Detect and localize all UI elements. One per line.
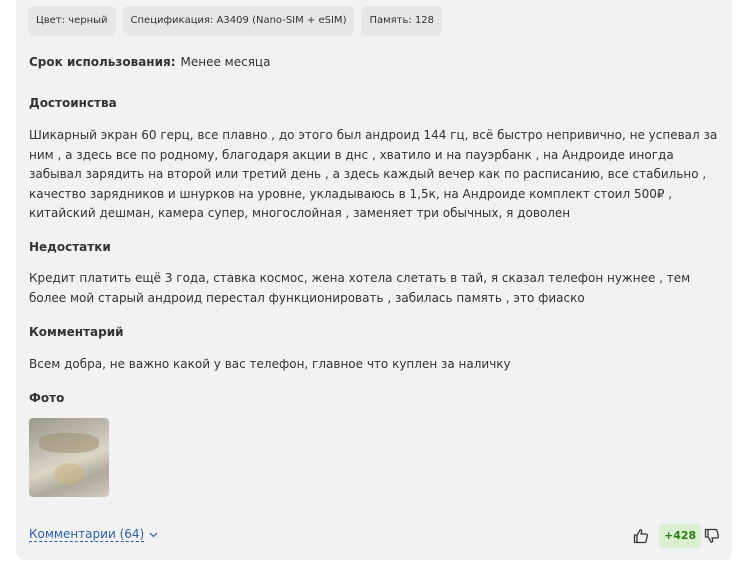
cons-title: Недостатки: [29, 240, 111, 254]
usage-value: Менее месяца: [180, 55, 271, 69]
comments-count-link[interactable]: Комментарии (64): [29, 527, 145, 541]
cons-text: Кредит платить ещё 3 года, ставка космос, жена хотела слетать в тай, я сказал телефон нужнее , тем более мой старый андроид перестал функционировать , забилась память , это фиаско: [29, 271, 691, 305]
photo-title: Фото: [29, 391, 65, 405]
chevron-down-icon: [149, 532, 158, 538]
dislike-button[interactable]: [701, 522, 723, 550]
spec-tag-model: Спецификация: A3409 (Nano-SIM + eSIM): [123, 6, 355, 36]
usage-period: [29, 55, 270, 69]
review-photo-thumbnail[interactable]: [29, 418, 109, 497]
comment-title: Комментарий: [29, 325, 124, 339]
like-button[interactable]: [630, 522, 652, 550]
pros-title: Достоинства: [29, 96, 117, 110]
review-card: [16, 0, 732, 560]
spec-tags: [28, 6, 442, 36]
thumb-down-icon: [704, 528, 720, 544]
spec-tag-color: Цвет: черный: [28, 6, 116, 36]
comment-text: Всем добра, не важно какой у вас телефон, главное что куплен за наличку: [29, 357, 511, 371]
comments-toggle[interactable]: [29, 527, 158, 542]
thumb-up-icon: [633, 528, 649, 544]
rating-score: +428: [659, 524, 701, 548]
pros-text: Шикарный экран 60 герц, все плавно , до этого был андроид 144 гц, всё быстро непривично, не успевал за ним , а здесь все по родному, благодаря акции в днс , хватило и на пауэрбанк , на Андроиде иногда забывал зарядить на второй или третий день , а здесь каждый вечер как по расписанию, все стабильно , качество зарядников и шнурков на уровне, укладываюсь в 1,5к, на Андроиде комплект стоил 500₽ , китайский дешман, камера супер, многослойная , заменяет три обычных, я доволен: [29, 128, 718, 220]
usage-label: Срок использования:: [29, 55, 176, 69]
spec-tag-memory: Память: 128: [361, 6, 442, 36]
